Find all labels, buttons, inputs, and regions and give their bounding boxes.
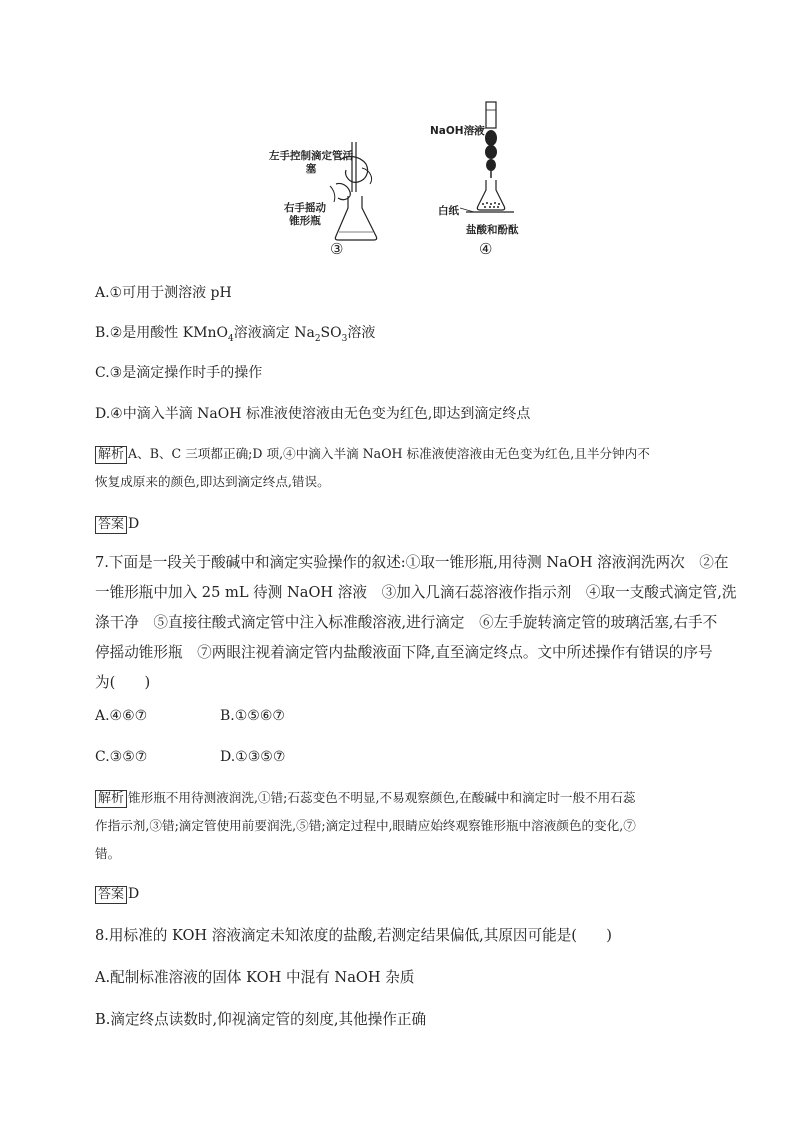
q6-explanation [95,440,705,496]
q6-option-a: A.①可用于测溶液 pH [95,285,232,301]
q7-stem-line2: 一锥形瓶中加入 25 mL 待测 NaOH 溶液 ③加入几滴石蕊溶液作指示剂 ④取一支酸式滴定管,洗 [95,584,737,601]
q7-explanation-line1: 锥形瓶不用待测液润洗,①错;石蕊变色不明显,不易观察颜色,在酸碱中和滴定时一般不用石蕊 [128,790,636,805]
q6-option-b [95,323,375,349]
q6-option-d: D.④中滴入半滴 NaOH 标准液使溶液由无色变为红色,即达到滴定终点 [95,406,531,422]
q6-option-b-prefix: B.②是用酸性 KMnO [95,325,229,341]
q6-explanation-line1: A、B、C 三项都正确;D 项,④中滴入半滴 NaOH 标准液使溶液由无色变为红色,且半分钟内不 [128,446,650,461]
explanation-tag: 解析 [95,446,127,464]
q8-option-a: A.配制标准溶液的固体 KOH 中混有 NaOH 杂质 [95,969,415,986]
label-right-hand-text: 右手摇动锥形瓶 [284,202,326,227]
q6-explanation-line2: 恢复成原来的颜色,即达到滴定终点,错误。 [95,474,330,489]
q6-option-c: C.③是滴定操作时手的操作 [95,365,263,381]
q7-stem-line1: 7.下面是一段关于酸碱中和滴定实验操作的叙述:①取一锥形瓶,用待测 NaOH 溶液润洗两次 ②在 [95,554,729,571]
q7-answer [95,884,139,904]
q8-option-b: B.滴定终点读数时,仰视滴定管的刻度,其他操作正确 [95,1011,427,1028]
q7-stem [95,548,737,698]
q8-stem: 8.用标准的 KOH 溶液滴定未知浓度的盐酸,若测定结果偏低,其原因可能是( ) [95,927,612,944]
figure-3-number: ③ [330,240,344,258]
q7-option-d: D.①③⑤⑦ [220,749,286,765]
label-white-paper: 白纸 [438,205,459,217]
label-left-hand-control [268,150,354,176]
q7-answer-value: D [128,886,140,902]
q7-stem-line5: 为( ) [95,674,151,691]
q6-option-b-suffix: 溶液 [347,325,376,341]
q6-option-b-mid: 溶液滴定 Na [233,325,315,341]
q7-stem-line3: 涤干净 ⑤直接往酸式滴定管中注入标准酸溶液,进行滴定 ⑥左手旋转滴定管的玻璃活塞,右手不 [95,614,718,631]
q6-option-b-sub2: 2 [314,333,321,344]
answer-tag: 答案 [95,886,127,904]
q7-stem-line4: 停摇动锥形瓶 ⑦两眼注视着滴定管内盐酸液面下降,直至滴定终点。文中所述操作有错误的序号 [95,644,713,661]
q6-answer-value: D [128,516,140,532]
label-naoh-solution: NaOH溶液 [430,125,485,137]
answer-tag: 答案 [95,516,127,534]
q7-explanation-line2: 作指示剂,③错;滴定管使用前要润洗,⑤错;滴定过程中,眼睛应始终观察锥形瓶中溶液颜色的变化,⑦ [95,818,636,833]
label-acid-phenolphthalein: 盐酸和酚酞 [466,224,519,236]
explanation-tag: 解析 [95,790,127,808]
q7-option-b: B.①⑤⑥⑦ [220,708,285,724]
q6-option-b-sub3: 3 [341,333,348,344]
q6-option-b-sub1: 4 [228,333,234,344]
label-right-hand-swirl [280,202,330,228]
q7-option-a: A.④⑥⑦ [95,708,148,724]
label-left-hand-text: 左手控制滴定管活塞 [269,150,353,175]
q7-option-c: C.③⑤⑦ [95,749,148,765]
q7-explanation-line3: 错。 [95,846,121,861]
q6-answer [95,514,139,534]
q7-explanation [95,784,705,868]
q6-option-b-mid2: SO [320,325,342,341]
figure-4-number: ④ [479,240,493,258]
